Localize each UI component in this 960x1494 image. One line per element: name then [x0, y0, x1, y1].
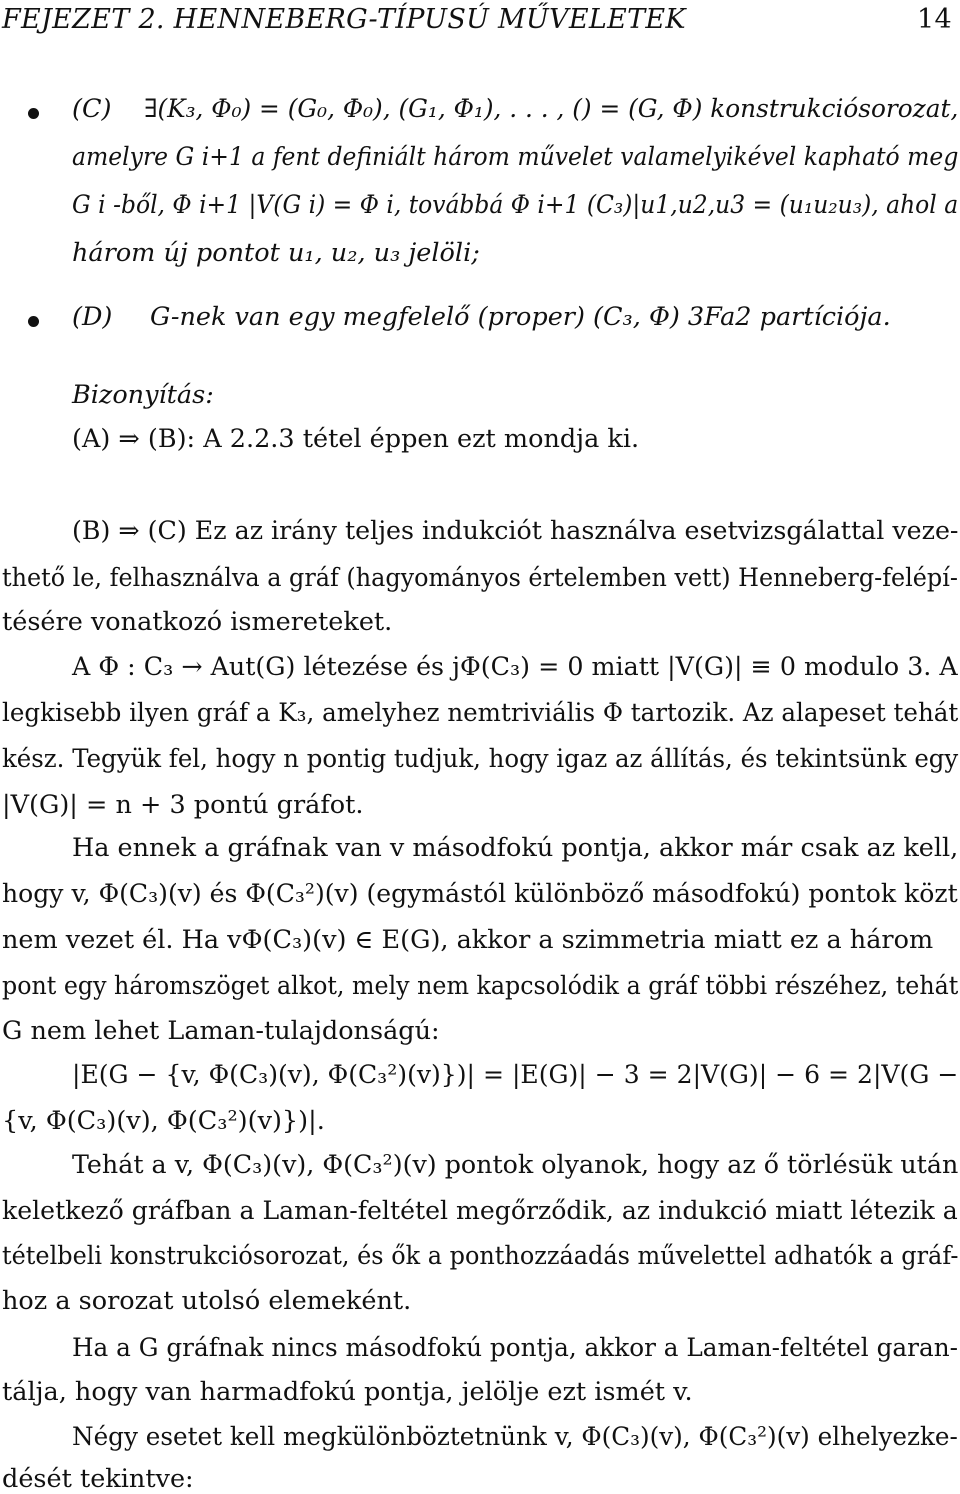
- p3-line-1: Ha ennek a gráfnak van v másodfokú pontja, akkor már csak az kell,: [72, 833, 959, 863]
- p2-line-3: kész. Tegyük fel, hogy n pontig tudjuk, hogy igaz az állítás, és tekintsünk egy: [2, 744, 959, 774]
- item-d-line: G-nek van egy megfelelő (proper) (C₃, Φ) 3Fa2 partíciója.: [150, 302, 891, 332]
- p5-line-2: tálja, hogy van harmadfokú pontja, jelölje ezt ismét v.: [2, 1377, 693, 1407]
- p2-line-1: A Φ : C₃ → Aut(G) létezése és jΦ(C₃) = 0 miatt |V(G)| ≡ 0 modulo 3. A: [72, 652, 958, 682]
- chapter-title: FEJEZET 2. HENNEBERG-TÍPUSÚ MŰVELETEK: [2, 4, 686, 35]
- p4-line-2: keletkező gráfban a Laman-feltétel megőrződik, az indukció miatt létezik a: [2, 1196, 958, 1226]
- p6-line-2: dését tekintve:: [2, 1464, 194, 1494]
- equation-line-2: {v, Φ(C₃)(v), Φ(C₃²)(v)})|.: [2, 1106, 325, 1136]
- proof-heading: Bizonyítás:: [72, 380, 214, 410]
- p2-line-2: legkisebb ilyen gráf a K₃, amelyhez nemtriviális Φ tartozik. Az alapeset tehát: [2, 698, 959, 728]
- running-header: [2, 4, 952, 40]
- item-c-line-4: három új pontot u₁, u₂, u₃ jelöli;: [72, 238, 480, 268]
- p5-line-1: Ha a G gráfnak nincs másodfokú pontja, akkor a Laman-feltétel garan-: [72, 1333, 958, 1363]
- item-c-label: (C): [72, 94, 112, 124]
- p3-line-4: pont egy háromszöget alkot, mely nem kapcsolódik a gráf többi részéhez, tehát: [2, 971, 959, 1001]
- p4-line-4: hoz a sorozat utolsó elemeként.: [2, 1286, 412, 1316]
- p1-line-1: (B) ⇒ (C) Ez az irány teljes indukciót használva esetvizsgálattal veze-: [72, 516, 959, 546]
- p4-line-3: tételbeli konstrukciósorozat, és ők a ponthozzáadás művelettel adhatók a gráf-: [2, 1241, 959, 1271]
- item-c-line-2: amelyre G i+1 a fent definiált három művelet valamelyikével kapható meg: [72, 142, 959, 172]
- p1-line-3: tésére vonatkozó ismereteket.: [2, 607, 393, 637]
- proof-a-b: (A) ⇒ (B): A 2.2.3 tétel éppen ezt mondja ki.: [72, 424, 640, 454]
- p2-line-4: |V(G)| = n + 3 pontú gráfot.: [2, 790, 364, 820]
- item-c-line-1: ∃(K₃, Φ₀) = (G₀, Φ₀), (G₁, Φ₁), . . . , () = (G, Φ) konstrukciósorozat,: [144, 94, 959, 124]
- p3-line-5: G nem lehet Laman-tulajdonságú:: [2, 1016, 440, 1046]
- p3-line-3: nem vezet él. Ha vΦ(C₃)(v) ∈ E(G), akkor a szimmetria miatt ez a három: [2, 925, 934, 955]
- item-c-line-3: G i -ből, Φ i+1 |V(G i) = Φ i, továbbá Φ i+1 (C₃)|u1,u2,u3 = (u₁u₂u₃), ahol a: [72, 190, 959, 220]
- p1-line-2: thető le, felhasználva a gráf (hagyományos értelemben vett) Henneberg-felépí-: [2, 563, 958, 593]
- item-d-label: (D): [72, 302, 113, 332]
- page-number: 14: [917, 4, 952, 35]
- bullet-d: [28, 316, 39, 327]
- bullet-c: [28, 108, 39, 119]
- p3-line-2: hogy v, Φ(C₃)(v) és Φ(C₃²)(v) (egymástól különböző másodfokú) pontok közt: [2, 879, 958, 909]
- p6-line-1: Négy esetet kell megkülönböztetnünk v, Φ(C₃)(v), Φ(C₃²)(v) elhelyezke-: [72, 1422, 958, 1452]
- p4-line-1: Tehát a v, Φ(C₃)(v), Φ(C₃²)(v) pontok olyanok, hogy az ő törlésük után: [72, 1150, 959, 1180]
- equation-line-1: |E(G − {v, Φ(C₃)(v), Φ(C₃²)(v)})| = |E(G)| − 3 = 2|V(G)| − 6 = 2|V(G −: [72, 1060, 959, 1090]
